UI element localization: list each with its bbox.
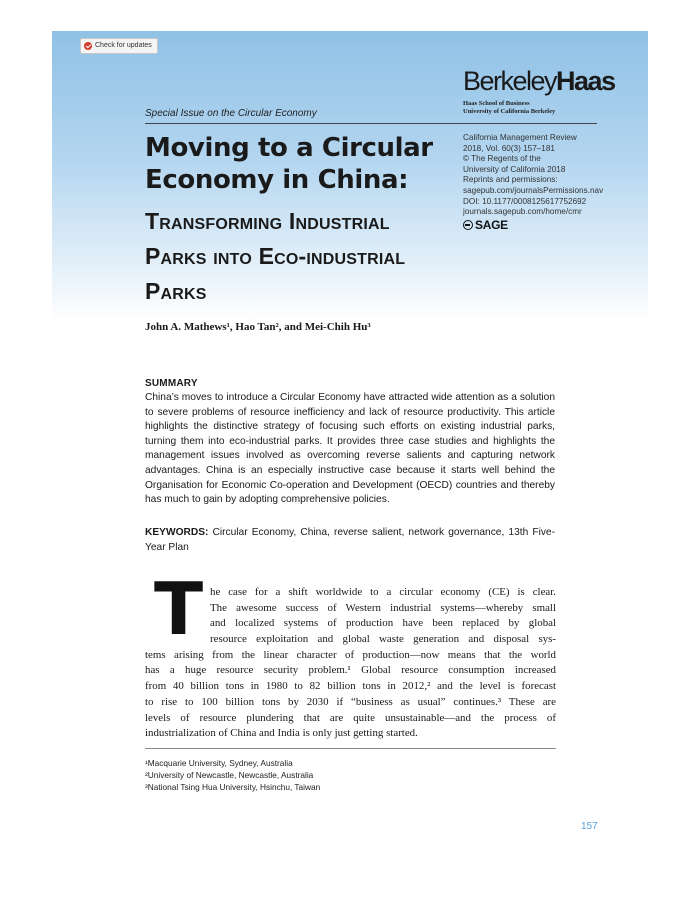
sage-logo (463, 218, 508, 232)
journal-metadata (463, 133, 643, 218)
checkmark-badge-icon (84, 42, 92, 50)
logo-word-berkeley: Berkeley (463, 66, 557, 96)
article-subtitle: Transforming Industrial Parks into Eco-industrial Parks (145, 208, 406, 304)
logo-word-haas: Haas (556, 66, 615, 96)
sage-logo-text: SAGE (475, 218, 508, 232)
keywords-paragraph (145, 526, 555, 555)
footnote-item: ¹Macquarie University, Sydney, Australia (145, 758, 293, 768)
footnote-item: ²University of Newcastle, Newcastle, Australia (145, 770, 314, 781)
sage-s-icon (463, 220, 473, 230)
meta-journal-link[interactable]: journals.sagepub.com/home/cmr (463, 207, 582, 217)
body-paragraph (145, 585, 556, 742)
logo-university-line: University of California Berkeley (463, 108, 556, 115)
affiliation-footnotes (145, 757, 320, 794)
summary-text: China’s moves to introduce a Circular Economy have attracted wide attention as a solution to severe problems of resource inefficiency and lack of resource productivity. This article highlights the distinctive strategy of focusing such efforts on existing industrial parks, turning them into eco-industrial parks. It provides three case studies and highlights the management issues involved as overcoming reverse salients and capturing network advantages. China is an especially instructive case because it starts well behind the Organisation for Economic Co-operation and Development (OECD) countries and thereby has much to gain by adopting comprehensive policies. (145, 392, 555, 506)
body-line: from 40 billion tons in 1980 to 82 billion tons in 2012,² and the level is forecast (145, 680, 556, 693)
drop-cap: T (154, 567, 204, 651)
body-line: and localized systems of production have been replaced by global (210, 617, 556, 630)
summary-heading: SUMMARY (145, 378, 198, 389)
berkeley-haas-logo (463, 68, 615, 95)
page-number: 157 (581, 821, 598, 832)
keywords-text: Circular Economy, China, reverse salient, network governance, 13th Five-Year Plan (145, 527, 555, 553)
header-rule (145, 123, 597, 124)
authors-line: John A. Mathews¹, Hao Tan², and Mei-Chih Hu³ (145, 321, 371, 333)
meta-permissions-link[interactable]: sagepub.com/journalsPermissions.nav (463, 185, 604, 195)
footnote-item: ³National Tsing Hua University, Hsinchu, Taiwan (145, 782, 321, 793)
meta-volume: 2018, Vol. 60(3) 157–181 (463, 143, 555, 153)
body-line: resource exploitation and global waste generation and disposal sys- (210, 633, 556, 646)
footnote-rule (145, 748, 556, 749)
article-title: Moving to a Circular Economy in China: (145, 133, 433, 195)
keywords-label: KEYWORDS: (145, 527, 209, 538)
meta-journal: California Management Review (463, 133, 577, 142)
meta-doi[interactable]: DOI: 10.1177/0008125617752692 (463, 196, 587, 206)
body-line: industrialization of China and India is only just getting started. (145, 727, 418, 740)
body-line: to rise to 100 billion tons by 2030 if “business as usual” continues.³ These are (145, 695, 556, 708)
meta-copyright-holder: University of California 2018 (463, 164, 566, 174)
special-issue-label: Special Issue on the Circular Economy (145, 108, 317, 119)
body-line: The awesome success of Western industrial systems—whereby small (210, 601, 556, 614)
check-for-updates-button[interactable] (80, 38, 158, 54)
body-line: levels of resource plundering that are quite unsustainable—and the process of (145, 711, 556, 724)
check-for-updates-label: Check for updates (95, 42, 152, 49)
logo-school-line: Haas School of Business (463, 100, 530, 107)
meta-reprints: Reprints and permissions: (463, 175, 558, 185)
meta-copyright: © The Regents of the (463, 154, 541, 164)
body-line: he case for a shift worldwide to a circular economy (CE) is clear. (210, 586, 556, 598)
body-line: tems arising from the linear character of production—now means that the world (145, 648, 556, 661)
body-line: has a huge resource security problem.¹ Global resource consumption increased (145, 664, 556, 677)
